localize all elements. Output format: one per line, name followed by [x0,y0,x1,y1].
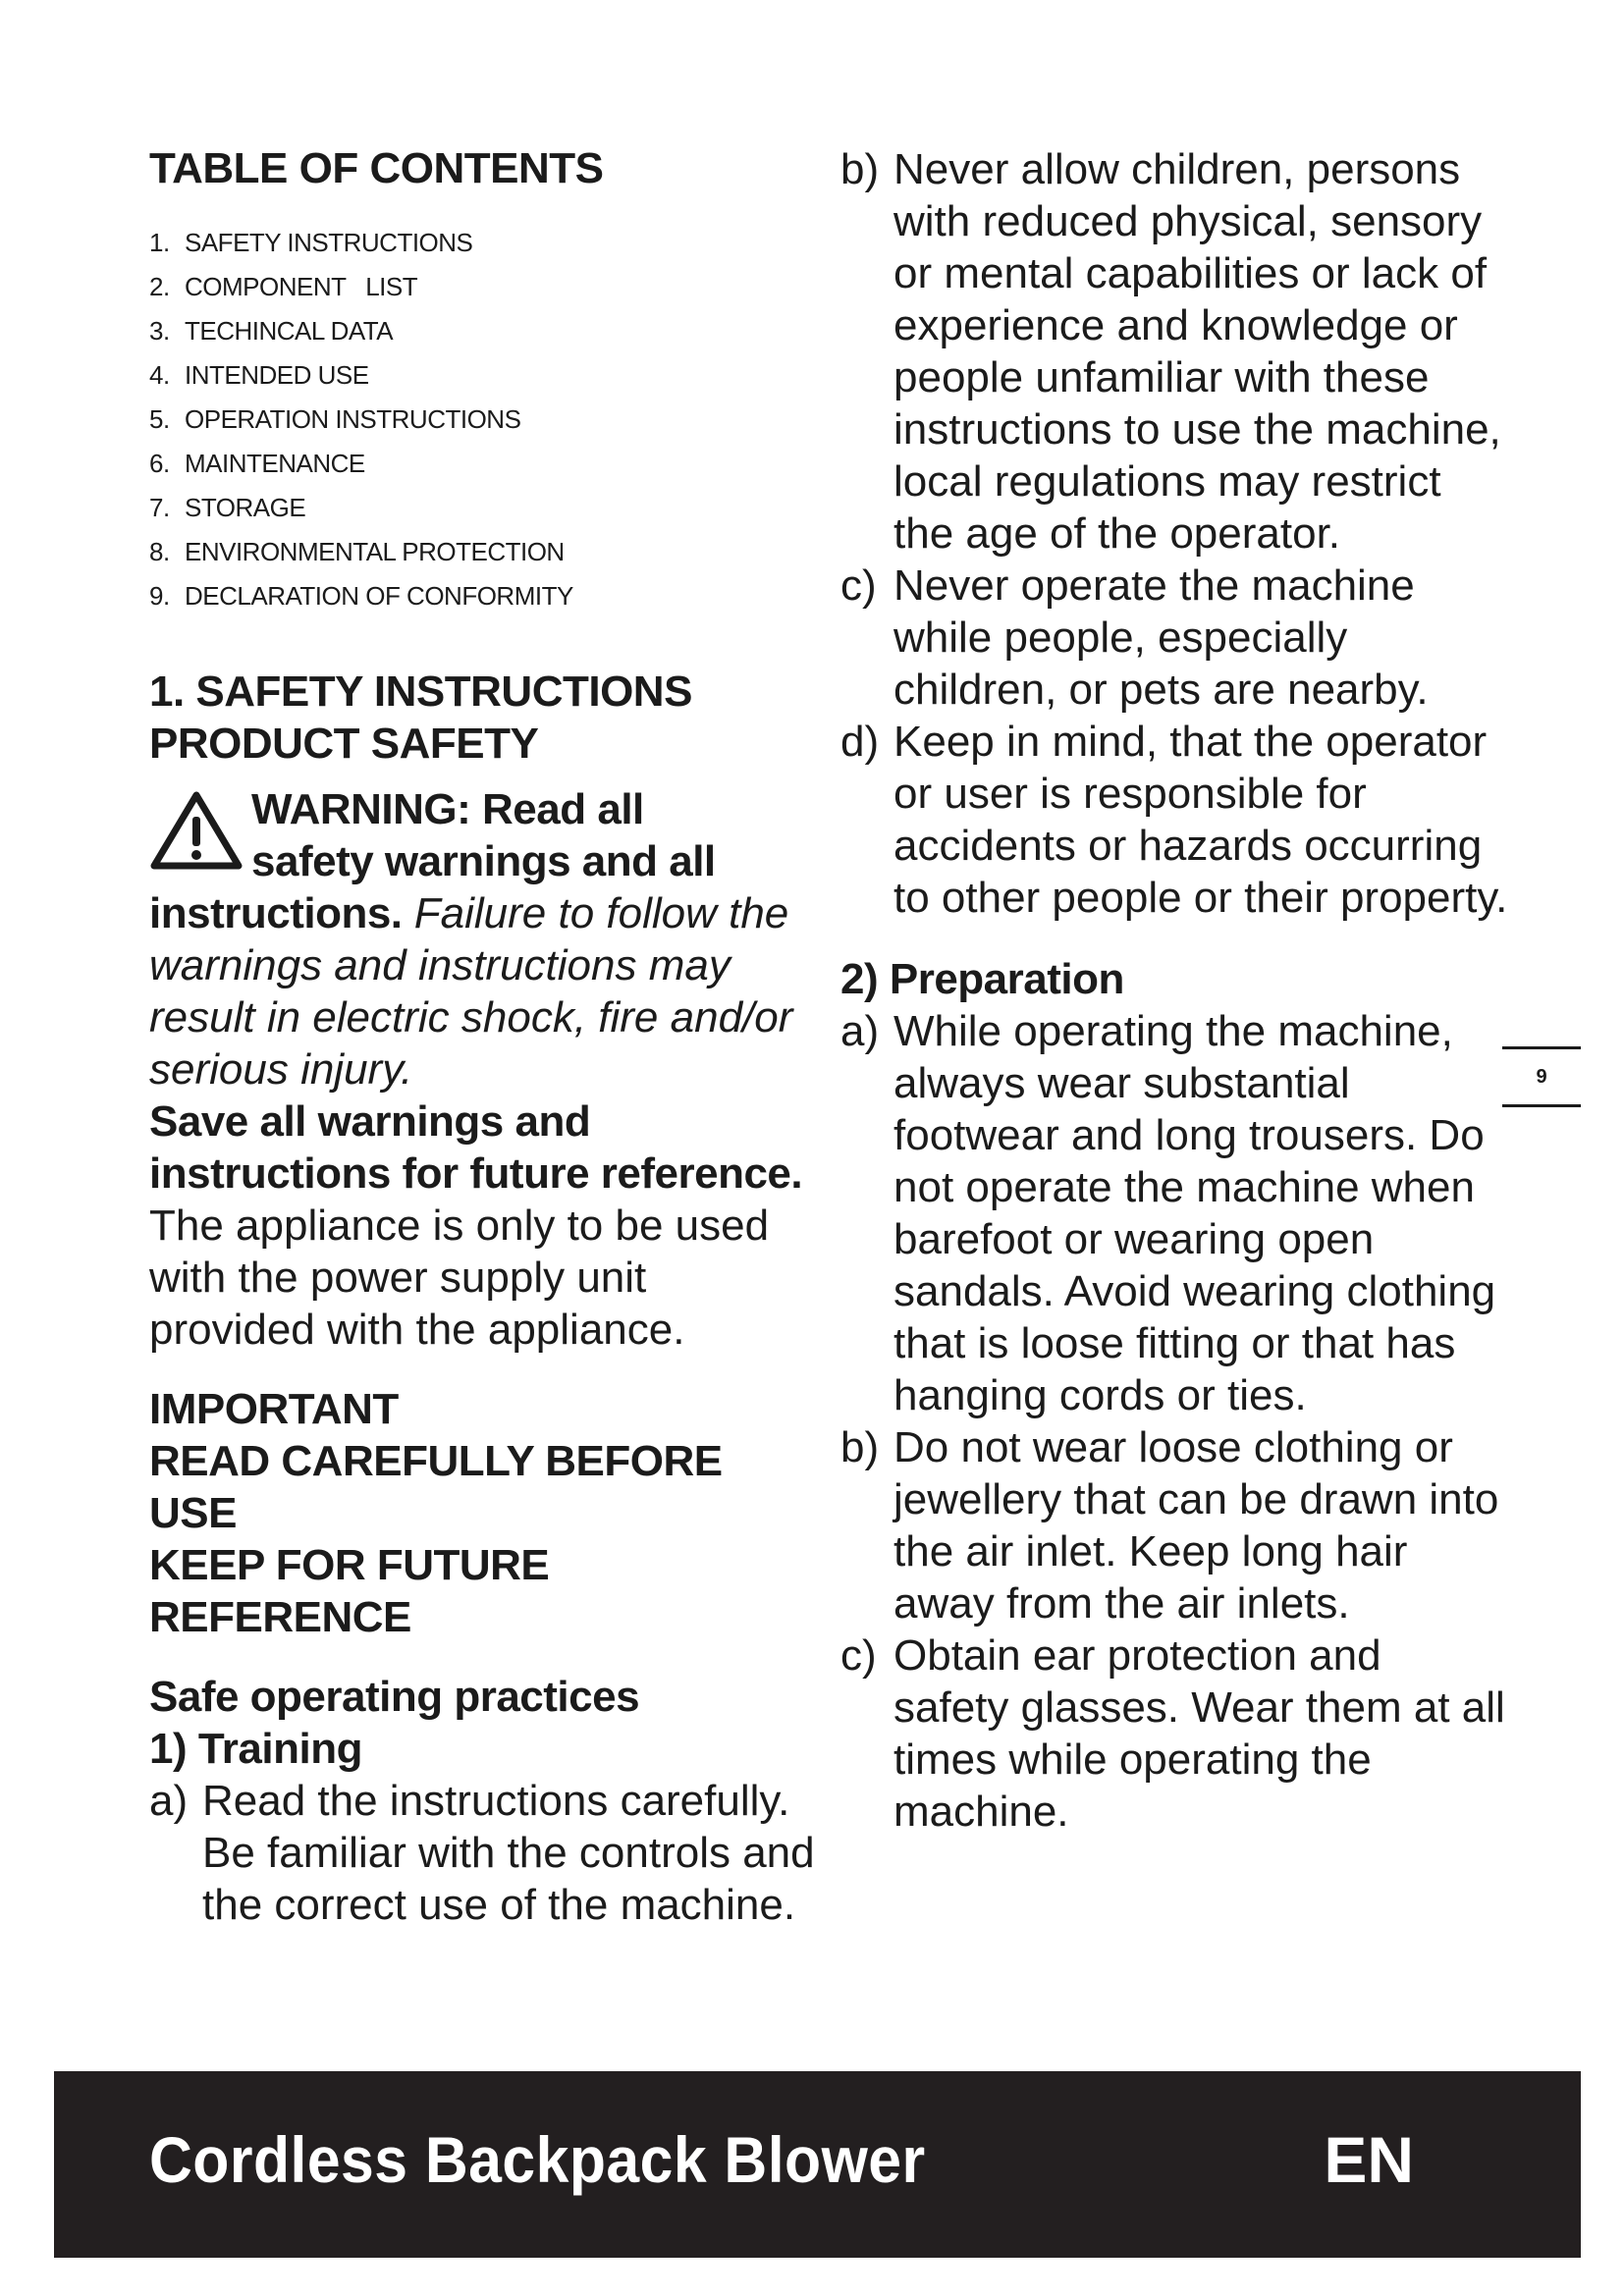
preparation-title: 2) Preparation [840,955,1124,1003]
list-item-text: Never operate the machine while people, especially children, or pets are nearby. [893,561,1429,714]
toc-item-number: 5. [149,403,170,434]
list-marker: d) [840,718,880,766]
toc-item-label: ENVIRONMENTAL PROTECTION [185,536,565,566]
list-item [840,1005,1508,1421]
list-marker: b) [840,1423,880,1471]
toc-item[interactable] [149,530,817,574]
important-keep: KEEP FOR FUTURE REFERENCE [149,1540,550,1641]
warning-text [149,887,817,1095]
list-item-text: Do not wear loose clothing or jewellery that can be drawn into the air inlet. Keep long hair away from the air inlets. [893,1423,1499,1628]
toc-item-number: 3. [149,315,170,346]
important-read-carefully: READ CAREFULLY BEFORE USE [149,1436,723,1537]
toc-item[interactable] [149,486,817,530]
toc-item[interactable] [149,398,817,442]
toc-item[interactable] [149,574,817,618]
toc-item-label: TECHINCAL DATA [185,315,394,346]
toc-item-number: 2. [149,271,170,301]
toc-item[interactable] [149,221,817,265]
section-subheading: PRODUCT SAFETY [149,719,539,768]
warning-heading-line: safety warnings and all [251,836,716,885]
toc-list [149,221,817,618]
toc-title: TABLE OF CONTENTS [149,144,604,192]
training-title: 1) Training [149,1724,362,1773]
toc-item-label: INTENDED USE [185,359,369,390]
toc-item[interactable] [149,353,817,398]
list-marker: c) [840,561,877,610]
list-marker: a) [149,1776,189,1825]
toc-item-label: OPERATION INSTRUCTIONS [185,403,521,434]
toc-item-number: 1. [149,227,170,257]
footer-banner [54,2071,1581,2258]
toc-item-label: SAFETY INSTRUCTIONS [185,227,473,257]
left-column [149,143,817,1931]
warning-triangle-icon [149,789,244,872]
list-item [149,1775,817,1931]
footer-product-title: Cordless Backpack Blower [149,2123,926,2196]
toc-item[interactable] [149,309,817,353]
warning-heading-line: WARNING: Read all [251,784,644,833]
toc-item-number: 8. [149,536,170,566]
toc-item[interactable] [149,265,817,309]
list-item [840,560,1508,716]
toc-item-number: 9. [149,580,170,611]
right-column [840,143,1508,1838]
list-item-text: Keep in mind, that the operator or user is responsible for accidents or hazards occurring to other people or their property. [893,718,1508,922]
toc-item[interactable] [149,442,817,486]
toc-item-label: STORAGE [185,492,306,522]
warning-block [149,783,817,887]
list-item-text: Never allow children, persons with reduced physical, sensory or mental capabilities or lack of experience and knowledge or people unfamiliar with these instructions to use the machine, local regulations may restrict the age of the operator. [893,145,1501,558]
important-heading: IMPORTANT [149,1384,399,1433]
footer-language-code: EN [1324,2123,1414,2196]
save-instructions-text: Save all warnings and instructions for future reference. [149,1096,803,1198]
toc-item-label: COMPONENT LIST [185,271,418,301]
page-number [1502,1046,1581,1107]
toc-item-number: 6. [149,448,170,478]
warning-italic-text: Failure to follow the warnings and instructions may result in electric shock, fire and/or serious injury. [149,888,793,1094]
list-item-text: Obtain ear protection and safety glasses. Wear them at all times while operating the machine. [893,1631,1505,1836]
section-heading: 1. SAFETY INSTRUCTIONS [149,667,692,716]
toc-item-label: DECLARATION OF CONFORMITY [185,580,573,611]
warning-bold-text: instructions. [149,888,403,937]
list-item [840,1629,1508,1838]
list-marker: c) [840,1631,877,1680]
page-number-text: 9 [1536,1065,1547,1088]
list-marker: b) [840,145,880,193]
list-item [840,1421,1508,1629]
list-item-text: While operating the machine, always wear substantial footwear and long trousers. Do not operate the machine when barefoot or wearing open sandals. Avoid wearing clothing that is loose fitting or that has hanging cords or ties. [893,1007,1496,1419]
toc-item-number: 4. [149,359,170,390]
list-item [840,143,1508,560]
toc-item-label: MAINTENANCE [185,448,365,478]
practices-title: Safe operating practices [149,1672,640,1721]
list-item-text: Read the instructions carefully. Be familiar with the controls and the correct use of the machine. [202,1776,815,1929]
list-marker: a) [840,1007,880,1055]
list-item [840,716,1508,924]
toc-item-number: 7. [149,492,170,522]
appliance-text: The appliance is only to be used with the power supply unit provided with the appliance. [149,1201,770,1354]
